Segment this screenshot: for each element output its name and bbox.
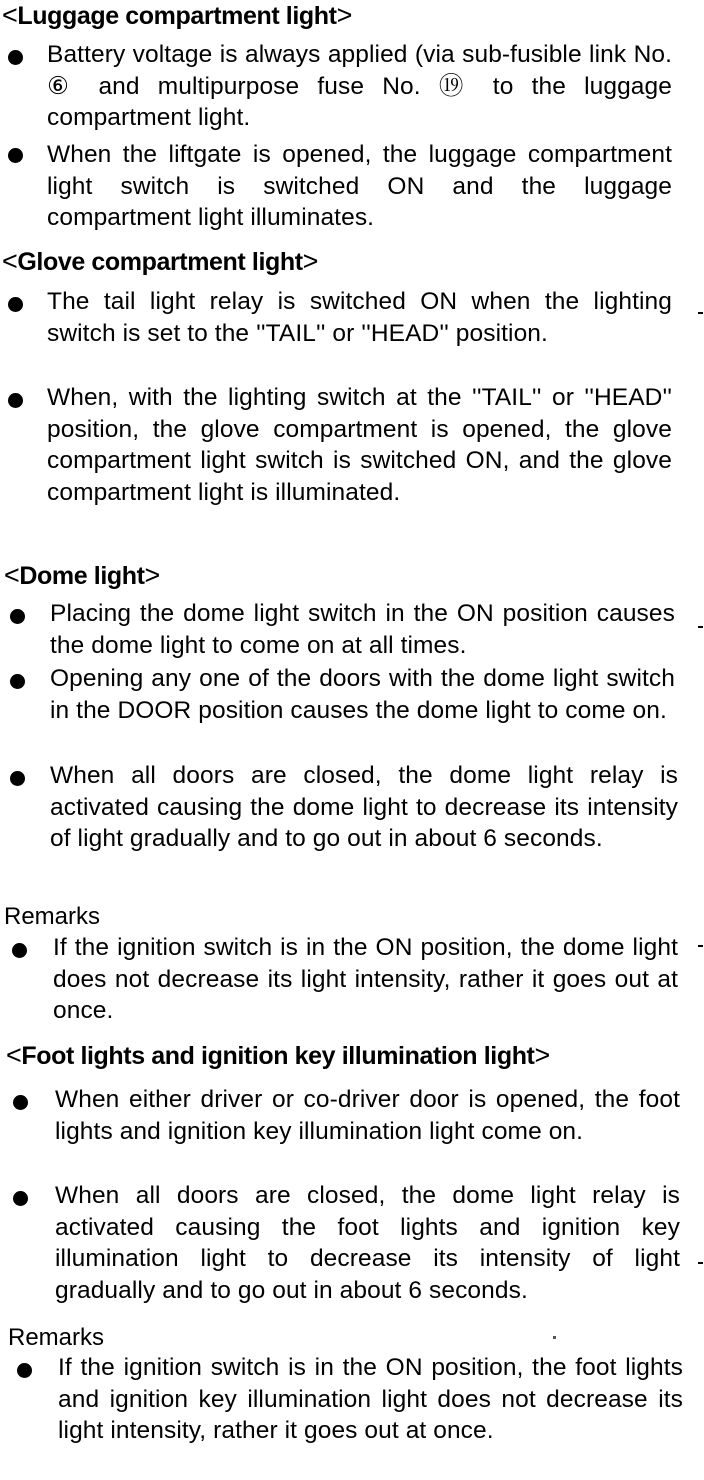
bullet-text: When either driver or co-driver door is opened, the foot lights and ignition key illumination light come on. (55, 1086, 680, 1145)
bullet-text: Opening any one of the doors with the dome light switch in the DOOR position causes the dome light to come on. (50, 665, 675, 724)
bullet-text: Placing the dome light switch in the ON position causes the dome light to come on at all times. (50, 600, 675, 659)
bullet-icon (13, 1095, 28, 1110)
remark-text: If the ignition switch is in the ON position, the dome light does not decrease its light intensity, rather it goes out at once. (53, 934, 678, 1024)
heading-text: Dome light (19, 562, 145, 590)
bullet-text: When the liftgate is opened, the luggage compartment light switch is switched ON and the luggage compartment light illuminates. (47, 141, 672, 231)
section-heading-glove: <Glove compartment light> (2, 246, 319, 276)
bullet-icon (8, 50, 23, 65)
scan-speck (553, 1336, 556, 1339)
bullet-text: When, with the lighting switch at the ''TAIL'' or ''HEAD'' position, the glove compartment is opened, the glove compartment light switch is switched ON, and the glove compartment light is illuminated. (47, 384, 672, 506)
bullet-icon (10, 771, 25, 786)
bullet-text: Battery voltage is always applied (via sub-fusible link No. ⑥ and multipurpose fuse No. ⑲ to the luggage compartment light. (47, 41, 672, 131)
margin-mark (698, 1262, 703, 1264)
heading-text: Glove compartment light (17, 248, 303, 276)
remark-text: If the ignition switch is in the ON position, the foot lights and ignition key illumination light does not decrease its light intensity, rather it goes out at once. (58, 1354, 683, 1444)
section-heading-dome: <Dome light> (4, 560, 160, 590)
bullet-icon (13, 1191, 28, 1206)
margin-mark (698, 945, 703, 947)
remarks-label: Remarks (4, 903, 101, 930)
heading-text: Luggage compartment light (17, 2, 337, 30)
margin-mark (698, 312, 703, 314)
margin-mark (698, 626, 703, 628)
bullet-text: When all doors are closed, the dome light relay is activated causing the dome light to decrease its intensity of light gradually and to go out in about 6 seconds. (50, 762, 678, 852)
heading-text: Foot lights and ignition key illumination light (21, 1042, 535, 1070)
remarks-label: Remarks (8, 1324, 105, 1351)
bullet-icon (8, 148, 23, 163)
section-heading-foot-lights: <Foot lights and ignition key illumination light> (6, 1040, 550, 1070)
bullet-icon (10, 609, 25, 624)
bullet-icon (8, 393, 23, 408)
bullet-icon (12, 943, 27, 958)
bullet-text: The tail light relay is switched ON when the lighting switch is set to the ''TAIL'' or ''HEAD'' position. (47, 288, 672, 347)
bullet-icon (17, 1363, 32, 1378)
bullet-icon (8, 297, 23, 312)
bullet-text: When all doors are closed, the dome light relay is activated causing the foot lights and ignition key illumination light to decrease its intensity of light gradually and to go out in about 6 seconds. (55, 1182, 680, 1304)
section-heading-luggage: <Luggage compartment light> (2, 0, 352, 30)
bullet-icon (10, 674, 25, 689)
